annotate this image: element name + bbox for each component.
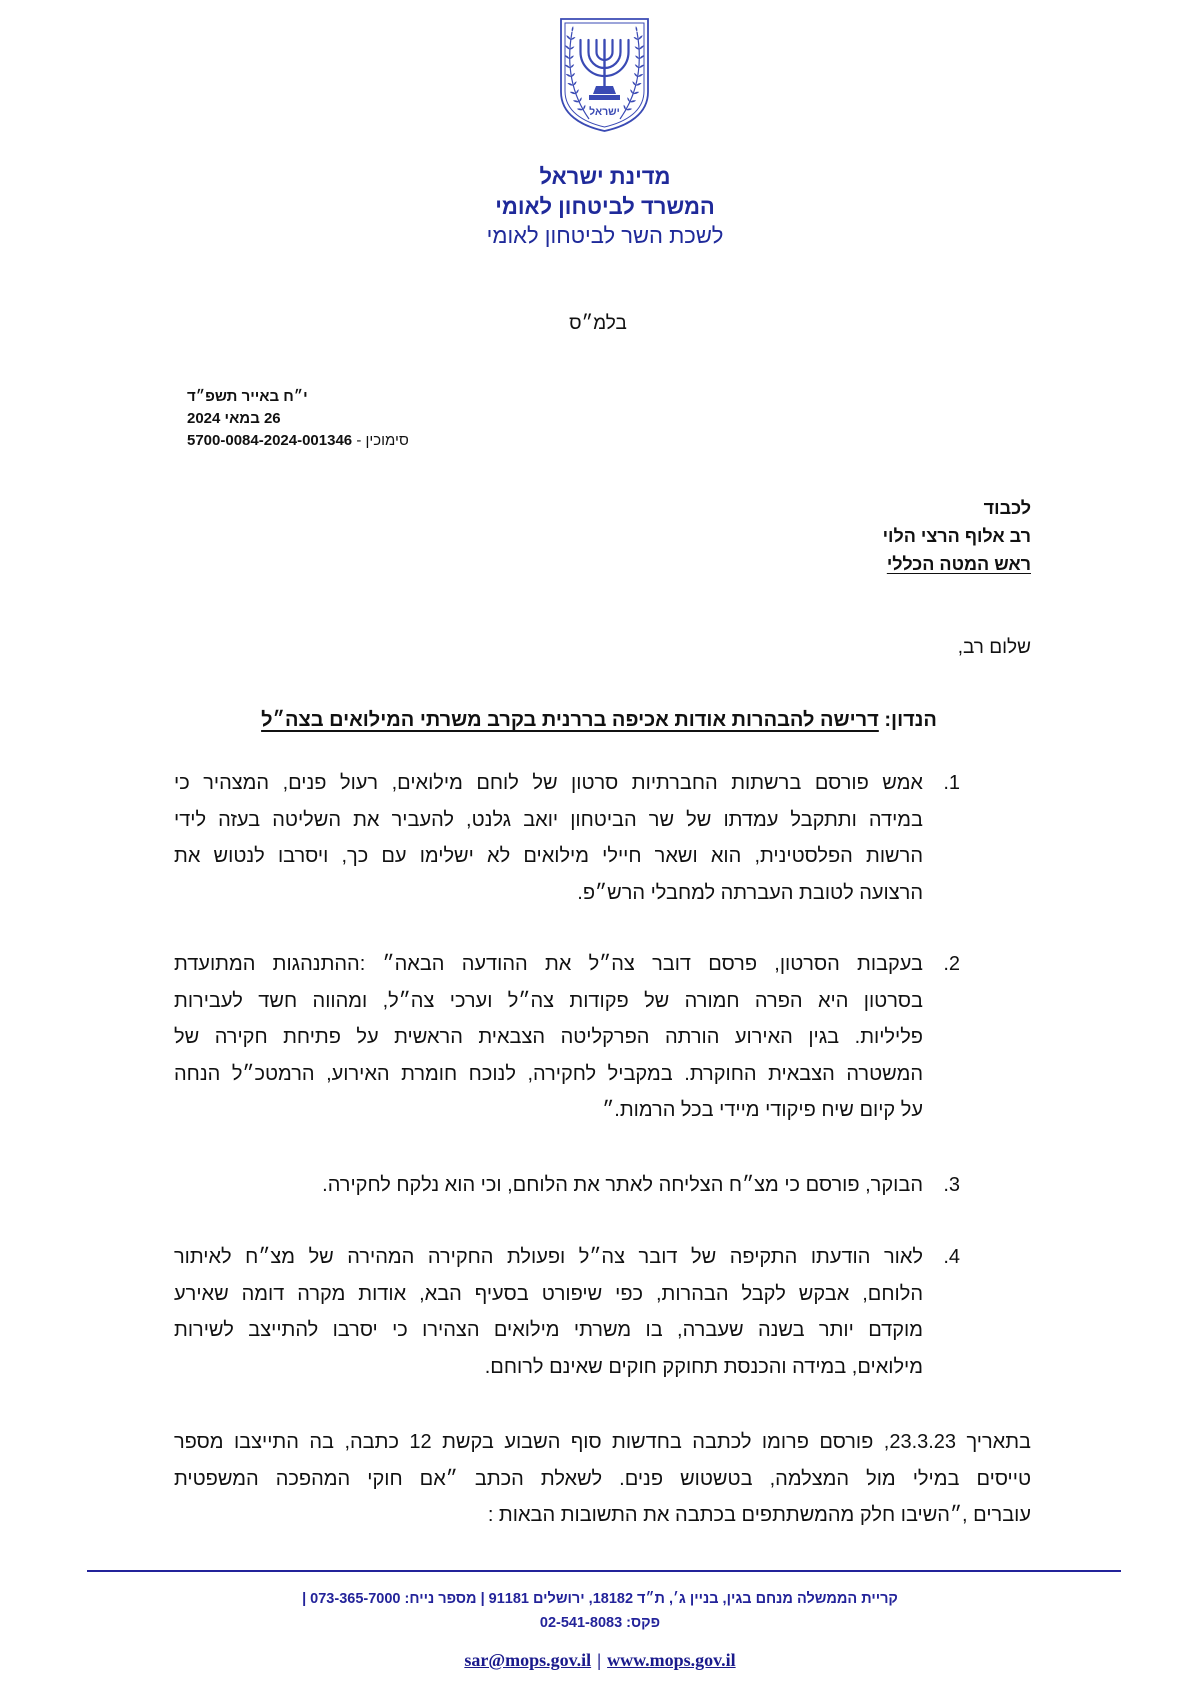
- addressee-title: ראש המטה הכללי: [886, 554, 1031, 574]
- letterhead-state: מדינת ישראל: [539, 164, 671, 189]
- greeting: שלום רב,: [957, 637, 1031, 658]
- paragraph-1: [174, 765, 923, 911]
- paragraph-line: המשטרה הצבאית החוקרת. במקביל לחקירה, לנוכח חומרת האירוע, הרמטכ״ל הנחה: [174, 1062, 923, 1085]
- footer-fax: פקס: 02-541-8083: [539, 1615, 661, 1631]
- paragraph-line: בתאריך 23.3.23, פורסם פרומו לכתבה בחדשות סוף השבוע בקשת 12 כתבה, בה התייצבו מספר: [174, 1431, 1032, 1453]
- footer-address: קריית הממשלה מנחם בגין, בניין ג׳, ת״ד 18182, ירושלים 91181 | מספר נייח: 073-365-7000 |: [302, 1591, 898, 1607]
- state-emblem-icon: [558, 16, 651, 134]
- paragraph-line: בעקבות הסרטון, פרסם דובר צה״ל את ההודעה הבאה״ :ההתנהגות המתועדת: [174, 953, 923, 975]
- footer-links: [0, 1648, 1200, 1672]
- paragraph-number: 1.: [943, 772, 960, 794]
- paragraph-number: 3.: [943, 1174, 960, 1196]
- olive-branch-left-leaves: [565, 26, 586, 110]
- letterhead-office: לשכת השר לביטחון לאומי: [486, 223, 724, 248]
- gregorian-date: 26 במאי 2024: [187, 410, 281, 427]
- paragraph-line: הבוקר, פורסם כי מצ״ח הצליחה לאתר את הלוחם, וכי הוא נלקח לחקירה.: [322, 1174, 923, 1196]
- menorah-icon: [581, 40, 629, 100]
- menorah-pedestal: [589, 95, 620, 100]
- paragraph-line: עוברים ,״השיבו חלק מהמשתתפים בכתבה את התשובות הבאות :: [487, 1504, 1031, 1526]
- addressee-block: [631, 494, 1031, 578]
- paragraph-line: הרצועה לטובת העברתה למחבלי הרש״פ.: [577, 881, 923, 904]
- paragraph-line: בסרטון היא הפרה חמורה של פקודות צה״ל וערכי צה״ל, ומהווה חשד לעבירות: [174, 989, 923, 1012]
- email-link[interactable]: sar@mops.gov.il: [464, 1650, 592, 1670]
- subject-label: הנדון:: [878, 709, 937, 731]
- hebrew-date: י״ח באייר תשפ״ד: [187, 388, 308, 405]
- paragraph-line: לאור הודעתו התקיפה של דובר צה״ל ופעולת החקירה המהירה של מצ״ח לאיתור: [174, 1246, 923, 1268]
- reference-line: [187, 430, 507, 452]
- paragraph-number: 4.: [943, 1246, 960, 1268]
- subject-line: [0, 706, 1198, 734]
- paragraph-line: על קיום שיח פיקודי מיידי בכל הרמות.״: [602, 1099, 923, 1121]
- olive-branch-right-leaves: [624, 26, 645, 110]
- addressee-salutation: לכבוד: [983, 498, 1031, 518]
- emblem-lettering: ישראל: [589, 106, 620, 118]
- paragraph-number: 2.: [943, 953, 960, 975]
- paragraph-line: מילואים, במידה והכנסת תחוקק חוקים שאינם לרוחם.: [484, 1355, 923, 1378]
- menorah-base: [593, 86, 616, 94]
- reference-label: סימוכין -: [352, 432, 409, 449]
- paragraph-3: [174, 1167, 923, 1204]
- paragraph-line: במידה ותתקבל עמדתו של שר הביטחון יואב גלנט, להעביר את השליטה בעזה לידי: [174, 808, 923, 831]
- letterhead-ministry: המשרד לביטחון לאומי: [495, 194, 715, 219]
- paragraph-line: הרשות הפלסטינית, הוא ושאר חיילי מילואים לא ישלימו עם כך, ויסרבו לנטוש את: [174, 845, 923, 867]
- paragraph-line: הלוחם, אבקש לקבל הבהרות, כפי שיפורט בסעיף הבא, אודות מקרה דומה שאירע: [174, 1282, 923, 1305]
- paragraph-line: טייסים במילי מול המצלמה, בטשטוש פנים. לשאלת הכתב ״אם חוקי המהפכה המשפטית: [174, 1467, 1031, 1490]
- footer-divider: [87, 1570, 1121, 1572]
- reference-number: 5700-0084-2024-001346: [187, 432, 353, 449]
- footer-link-separator: |: [597, 1650, 602, 1670]
- paragraph-2: [174, 946, 923, 1129]
- classification-label: בלמ״ס: [569, 313, 627, 334]
- addressee-name: רב אלוף הרצי הלוי: [882, 526, 1031, 546]
- website-link[interactable]: www.mops.gov.il: [607, 1650, 736, 1670]
- subject-text: דרישה להבהרות אודות אכיפה בררנית בקרב משרתי המילואים בצה״ל: [261, 709, 879, 731]
- date-block: [187, 386, 507, 452]
- closing-paragraph: [174, 1424, 1031, 1534]
- paragraph-line: מוקדם יותר בשנה שעברה, בו משרתי מילואים הצהירו כי יסרבו להתייצב לשירות: [174, 1319, 923, 1341]
- paragraph-line: אמש פורסם ברשתות החברתיות סרטון של לוחם מילואים, רעול פנים, המצהיר כי: [174, 772, 923, 794]
- paragraph-line: פליליות. בגין האירוע הורתה הפרקליטה הצבאית הראשית על פתיחת חקירה של: [174, 1026, 923, 1048]
- paragraph-4: [174, 1239, 923, 1385]
